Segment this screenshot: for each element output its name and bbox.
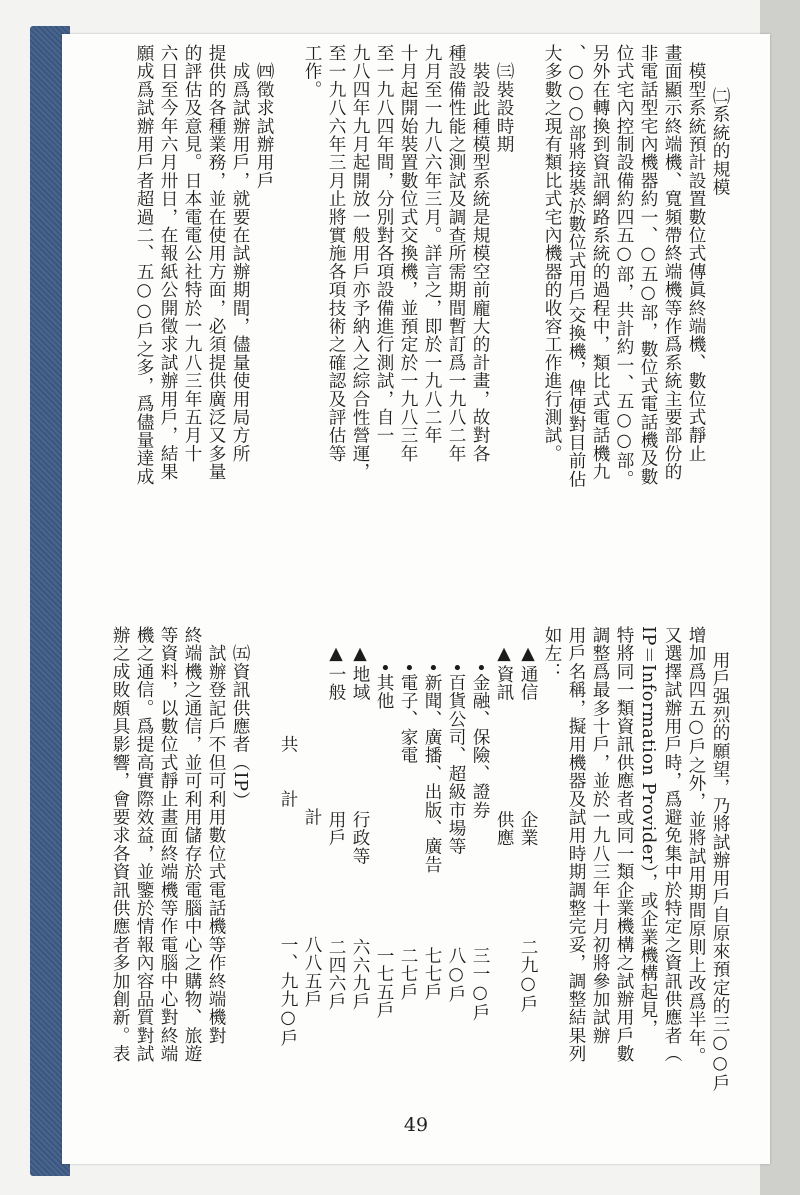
page-number: 49 <box>403 1114 429 1136</box>
upper-text-block: ㈡系統的規模 模型系統預計設置數位式傳眞終端機、數位式靜止 畫面顯示終端機、寬頻帶終端機等作爲系統主要部份的 非電話型宅內機器約一、○五○部，數位式電話機及數 位式宅內控制設備約四五○部，共計約一、五○○部。 另外在轉換到資訊網路系統的過程中，類比式電話機九 、○○○部將接裝於數位式用戶交換機，俾便對目前佔 大多數之現有類比式宅內機器的收容工作進行測試。 ㈢裝設時期 裝設此種模型系統是規模空前龐大的計畫，故對各 種設備性能之測試及調查所需期間暫訂爲一九八二年 九月至一九八六年三月。詳言之，即於一九八二年 十月起開始裝置數位式交換機，並預定於一九八三年 至一九八四年間，分別對各項設備進行測試，自一 九八四年九月起開放一般用戶亦予納入之綜合性營運， 至一九八六年三月止將實施各項技術之確認及評估等 工作。 ㈣徵求試辦用戶 成爲試辦用戶，就要在試辦期間，儘量使用局方所 提供的各種業務，並在使用方面，必須提供廣泛又多量 的評估及意見。日本電電公社特於一九八三年五月十 六日至今年六月卅日，在報紙公開徵求試辦用戶，結果 願成爲試辦用戶者超過二、五○○戶之多，爲儘量達成 <box>134 44 730 488</box>
book-page <box>62 34 770 1164</box>
lower-text-block: 用戶强烈的願望，乃將試辦用戶自原來預定的三○○戶 增加爲四五○戶之外，並將試用期間原則上改爲半年。 又選擇試辦用戶時，爲避免集中於特定之資訊供應者（ IP＝Information Provider），或企業機構起見， 特將同一類資訊供應者或同一類企業機構之試辦用戶數 調整爲最多十戶，並於一九八三年十月初將參加試辦 用戶名稱，擬用機器及試用時期調整完妥，調整結果列 如左： ▲通信 企業 二九○戶 ▲資訊 供應 •金融、保險、證券 三一○戶 •百貨公司、超級市場等 八○戶 •新聞、廣播、出版、廣告 七七戶 •電子、家電 二七戶 •其他 一七五戶 ▲地域 行政等 六六九戶 ▲一般 用戶 二四六戶 計 八八五戶 共 計 一、九九○戶 ㈤資訊供應者（IP） 試辦登記戶不但可利用數位式電話機等作終端機對 終端機之通信，並可利用儲存於電腦中心之購物、旅遊 等資料，以數位式靜止畫面終端機等作電腦中心對終端 機之通信。爲提高實際效益，並鑒於情報內容品質對試 辦之成敗頗具影響，會要求各資訊供應者多加創新。表 <box>110 626 730 1093</box>
